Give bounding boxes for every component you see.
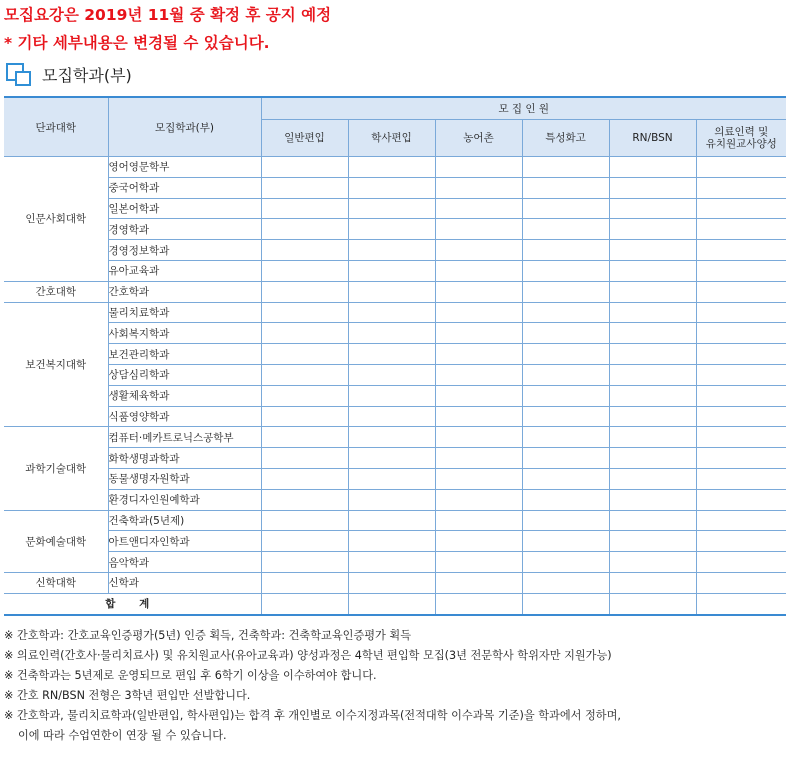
count-cell: [435, 572, 522, 593]
count-cell: [522, 364, 609, 385]
table-row: [4, 448, 786, 469]
count-cell: [696, 427, 786, 448]
table-row: [4, 198, 786, 219]
count-cell: [522, 344, 609, 365]
table-row: [4, 344, 786, 365]
count-cell: [609, 385, 696, 406]
count-cell: [609, 177, 696, 198]
count-cell: [522, 531, 609, 552]
college-cell: 신학대학: [4, 572, 108, 593]
college-cell: 보건복지대학: [4, 302, 108, 427]
count-cell: [348, 427, 435, 448]
count-cell: [348, 468, 435, 489]
footnote: ※ 간호학과, 물리치료학과(일반편입, 학사편입)는 합격 후 개인별로 이수지정과목(전적대학 이수과목 기준)을 학과에서 정하며,: [4, 709, 621, 722]
count-cell: [696, 302, 786, 323]
count-cell: [261, 323, 348, 344]
count-cell: [435, 364, 522, 385]
count-cell: [435, 302, 522, 323]
count-cell: [609, 510, 696, 531]
table-row: [4, 510, 786, 531]
count-cell: [522, 427, 609, 448]
count-cell: [261, 510, 348, 531]
total-cell: [435, 593, 522, 614]
count-cell: [609, 281, 696, 302]
count-cell: [696, 552, 786, 573]
department-cell: 컴퓨터·메카트로닉스공학부: [108, 427, 261, 448]
count-cell: [348, 531, 435, 552]
department-cell: 중국어학과: [108, 177, 261, 198]
count-cell: [435, 344, 522, 365]
count-cell: [696, 344, 786, 365]
college-cell: 문화예술대학: [4, 510, 108, 572]
total-cell: [609, 593, 696, 614]
table-row: [4, 219, 786, 240]
count-cell: [696, 489, 786, 510]
count-cell: [261, 260, 348, 281]
count-cell: [435, 157, 522, 178]
count-cell: [348, 302, 435, 323]
count-cell: [609, 448, 696, 469]
count-cell: [261, 240, 348, 261]
count-cell: [609, 302, 696, 323]
recruitment-table: [4, 96, 786, 616]
department-cell: 사회복지학과: [108, 323, 261, 344]
table-row: [4, 406, 786, 427]
count-cell: [522, 198, 609, 219]
department-cell: 일본어학과: [108, 198, 261, 219]
count-cell: [435, 323, 522, 344]
count-cell: [609, 406, 696, 427]
count-cell: [522, 385, 609, 406]
table-row: [4, 177, 786, 198]
department-cell: 영어영문학부: [108, 157, 261, 178]
count-cell: [696, 219, 786, 240]
footnote: ※ 간호 RN/BSN 전형은 3학년 편입만 선발합니다.: [4, 689, 251, 702]
count-cell: [522, 281, 609, 302]
count-cell: [435, 468, 522, 489]
table-row: [4, 260, 786, 281]
table-row: [4, 385, 786, 406]
count-cell: [261, 406, 348, 427]
department-cell: 보건관리학과: [108, 344, 261, 365]
count-cell: [522, 219, 609, 240]
notice-schedule: 모집요강은 2019년 11월 중 확정 후 공지 예정: [4, 6, 332, 24]
total-label: 합 계: [4, 593, 261, 614]
count-cell: [696, 177, 786, 198]
footnote-continuation: 이에 따라 수업연한이 연장 될 수 있습니다.: [18, 729, 227, 742]
count-cell: [522, 260, 609, 281]
count-cell: [435, 489, 522, 510]
count-cell: [522, 323, 609, 344]
header-col-medical: 의료인력 및 유치원교사양성: [696, 120, 786, 157]
count-cell: [609, 552, 696, 573]
department-cell: 유아교육과: [108, 260, 261, 281]
count-cell: [609, 489, 696, 510]
count-cell: [522, 552, 609, 573]
count-cell: [696, 531, 786, 552]
count-cell: [435, 281, 522, 302]
count-cell: [348, 177, 435, 198]
count-cell: [522, 157, 609, 178]
total-cell: [261, 593, 348, 614]
department-cell: 간호학과: [108, 281, 261, 302]
count-cell: [696, 364, 786, 385]
count-cell: [696, 468, 786, 489]
section-heading: [6, 60, 132, 88]
count-cell: [261, 157, 348, 178]
department-cell: 동물생명자원학과: [108, 468, 261, 489]
count-cell: [522, 510, 609, 531]
count-cell: [435, 448, 522, 469]
count-cell: [609, 531, 696, 552]
count-cell: [609, 364, 696, 385]
department-cell: 식품영양학과: [108, 406, 261, 427]
table-row: [4, 281, 786, 302]
count-cell: [696, 406, 786, 427]
notice-changes: * 기타 세부내용은 변경될 수 있습니다.: [4, 34, 270, 52]
section-bullet-icon: [6, 63, 32, 85]
count-cell: [261, 177, 348, 198]
college-cell: 간호대학: [4, 281, 108, 302]
count-cell: [435, 552, 522, 573]
count-cell: [348, 552, 435, 573]
count-cell: [348, 489, 435, 510]
table-row: [4, 468, 786, 489]
total-cell: [522, 593, 609, 614]
table-row: [4, 302, 786, 323]
count-cell: [348, 344, 435, 365]
footnote: ※ 건축학과는 5년제로 운영되므로 편입 후 6학기 이상을 이수하여야 합니다.: [4, 669, 377, 682]
count-cell: [261, 489, 348, 510]
count-cell: [348, 198, 435, 219]
total-row: [4, 593, 786, 614]
total-cell: [348, 593, 435, 614]
count-cell: [348, 448, 435, 469]
count-cell: [696, 572, 786, 593]
count-cell: [609, 468, 696, 489]
department-cell: 경영정보학과: [108, 240, 261, 261]
count-cell: [348, 323, 435, 344]
department-cell: 환경디자인원예학과: [108, 489, 261, 510]
count-cell: [348, 219, 435, 240]
section-title: 모집학과(부): [42, 65, 132, 85]
table-row: [4, 364, 786, 385]
count-cell: [696, 323, 786, 344]
count-cell: [609, 198, 696, 219]
count-cell: [261, 552, 348, 573]
count-cell: [696, 157, 786, 178]
department-cell: 음악학과: [108, 552, 261, 573]
department-cell: 화학생명과학과: [108, 448, 261, 469]
count-cell: [348, 406, 435, 427]
count-cell: [522, 177, 609, 198]
count-cell: [435, 510, 522, 531]
footnote: ※ 의료인력(간호사·물리치료사) 및 유치원교사(유아교육과) 양성과정은 4학년 편입학 모집(3년 전문학사 학위자만 지원가능): [4, 649, 612, 662]
count-cell: [609, 323, 696, 344]
count-cell: [435, 427, 522, 448]
department-cell: 건축학과(5년제): [108, 510, 261, 531]
department-cell: 아트앤디자인학과: [108, 531, 261, 552]
table-row: [4, 489, 786, 510]
count-cell: [609, 260, 696, 281]
count-cell: [348, 364, 435, 385]
department-cell: 경영학과: [108, 219, 261, 240]
count-cell: [609, 427, 696, 448]
table-row: [4, 572, 786, 593]
table-row: [4, 427, 786, 448]
count-cell: [348, 157, 435, 178]
count-cell: [696, 260, 786, 281]
count-cell: [696, 385, 786, 406]
department-cell: 물리치료학과: [108, 302, 261, 323]
count-cell: [696, 281, 786, 302]
count-cell: [261, 219, 348, 240]
count-cell: [696, 198, 786, 219]
department-cell: 상담심리학과: [108, 364, 261, 385]
count-cell: [348, 281, 435, 302]
college-cell: 과학기술대학: [4, 427, 108, 510]
count-cell: [435, 177, 522, 198]
header-col-bachelor: 학사편입: [348, 120, 435, 157]
table-row: [4, 323, 786, 344]
count-cell: [261, 385, 348, 406]
header-recruit-count: 모 집 인 원: [261, 97, 786, 120]
count-cell: [261, 531, 348, 552]
count-cell: [609, 157, 696, 178]
count-cell: [261, 281, 348, 302]
count-cell: [522, 448, 609, 469]
count-cell: [261, 572, 348, 593]
count-cell: [696, 240, 786, 261]
department-cell: 생활체육학과: [108, 385, 261, 406]
count-cell: [348, 385, 435, 406]
count-cell: [261, 448, 348, 469]
header-col-rural: 농어촌: [435, 120, 522, 157]
table-row: [4, 157, 786, 178]
table-row: [4, 531, 786, 552]
count-cell: [348, 240, 435, 261]
count-cell: [435, 198, 522, 219]
count-cell: [261, 302, 348, 323]
count-cell: [435, 240, 522, 261]
count-cell: [609, 572, 696, 593]
count-cell: [609, 344, 696, 365]
count-cell: [522, 302, 609, 323]
department-cell: 신학과: [108, 572, 261, 593]
footnote: ※ 간호학과: 간호교육인증평가(5년) 인증 획득, 건축학과: 건축학교육인증평가 획득: [4, 629, 412, 642]
count-cell: [348, 510, 435, 531]
count-cell: [261, 198, 348, 219]
count-cell: [435, 531, 522, 552]
count-cell: [696, 510, 786, 531]
count-cell: [522, 240, 609, 261]
count-cell: [435, 385, 522, 406]
count-cell: [348, 572, 435, 593]
count-cell: [609, 240, 696, 261]
count-cell: [522, 489, 609, 510]
header-col-general: 일반편입: [261, 120, 348, 157]
count-cell: [261, 364, 348, 385]
footnotes: [4, 626, 786, 746]
count-cell: [261, 344, 348, 365]
count-cell: [261, 468, 348, 489]
count-cell: [696, 448, 786, 469]
count-cell: [348, 260, 435, 281]
college-cell: 인문사회대학: [4, 157, 108, 282]
count-cell: [435, 219, 522, 240]
count-cell: [435, 406, 522, 427]
table-row: [4, 552, 786, 573]
count-cell: [435, 260, 522, 281]
header-college: 단과대학: [4, 97, 108, 157]
header-col-vocational: 특성화고: [522, 120, 609, 157]
count-cell: [261, 427, 348, 448]
table-row: [4, 240, 786, 261]
header-col-rn-bsn: RN/BSN: [609, 120, 696, 157]
count-cell: [522, 572, 609, 593]
count-cell: [522, 468, 609, 489]
count-cell: [522, 406, 609, 427]
total-cell: [696, 593, 786, 614]
count-cell: [609, 219, 696, 240]
header-department: 모집학과(부): [108, 97, 261, 157]
